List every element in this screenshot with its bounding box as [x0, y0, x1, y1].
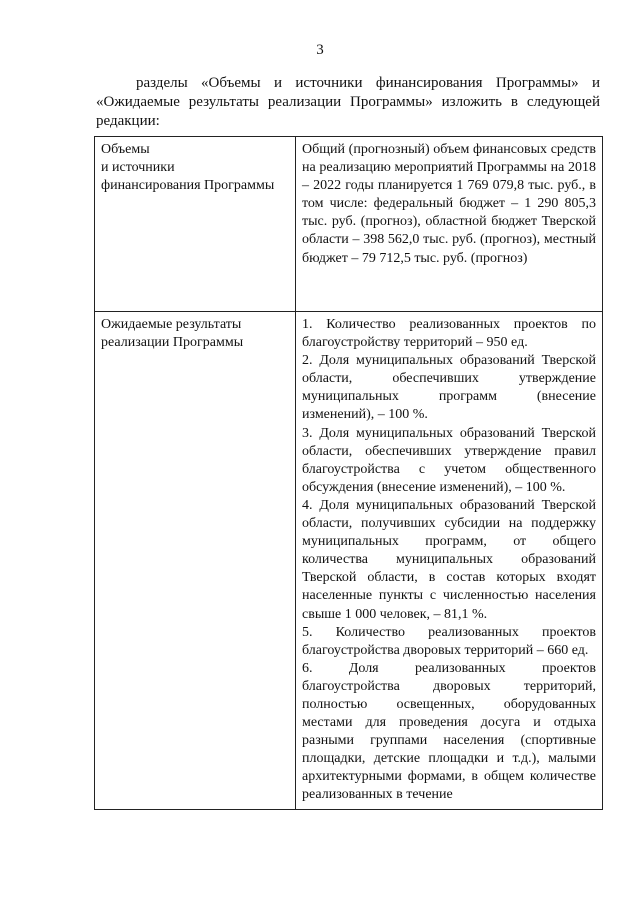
result-item: 4. Доля муниципальных образований Тверской области, получивших субсидии на поддержку муниципальных программ, от общего количества муниципальных образований Тверской области, в состав которых входят населенные пункты с численностью населения свыше 1 000 человек, – 81,1 %. — [302, 497, 596, 622]
table-row-results — [95, 312, 603, 810]
program-table — [94, 136, 603, 810]
table-row-funding — [95, 137, 603, 312]
results-label-line: реализации Программы — [101, 335, 244, 351]
result-item: 2. Доля муниципальных образований Тверской области, обеспечивших утверждение муниципальных программ (внесение изменений), – 100 %. — [302, 353, 596, 423]
result-item: 5. Количество реализованных проектов благоустройства дворовых территорий – 660 ед. — [302, 624, 596, 658]
intro-paragraph: разделы «Объемы и источники финансирования Программы» и «Ожидаемые результаты реализации Программы» изложить в следующей редакции: — [96, 75, 600, 129]
result-item: 1. Количество реализованных проектов по благоустройству территорий – 950 ед. — [302, 317, 596, 351]
funding-label-line: финансирования Программы — [101, 178, 275, 194]
funding-content-cell: Общий (прогнозный) объем финансовых средств на реализацию мероприятий Программы на 2018 – 2022 годы планируется 1 769 079,8 тыс. руб., в том числе: федеральный бюджет – 1 290 805,3 тыс. руб. (прогноз), областной бюджет Тверской области – 398 562,0 тыс. руб. (прогноз), местный бюджет – 79 712,5 тыс. руб. (прогноз) — [296, 137, 603, 312]
results-label-cell — [95, 312, 296, 810]
results-content-cell — [296, 312, 603, 810]
funding-label-line: и источники — [101, 160, 175, 176]
funding-label-line: Объемы — [101, 142, 150, 157]
result-item: 3. Доля муниципальных образований Тверской области, обеспечивших утверждение правил благоустройства с учетом общественного обсуждения (внесение изменений), – 100 %. — [302, 425, 596, 495]
page-number: 3 — [316, 42, 324, 58]
results-label-line: Ожидаемые результаты — [101, 317, 242, 332]
funding-label-cell — [95, 137, 296, 312]
result-item: 6. Доля реализованных проектов благоустройства дворовых территорий, полностью освещенных, оборудованных местами для проведения досуга и отдыха разными группами населения (спортивные площадки, детские площадки и т.д.), малыми архитектурными формами, в общем количестве реализованных в течение — [302, 660, 596, 803]
